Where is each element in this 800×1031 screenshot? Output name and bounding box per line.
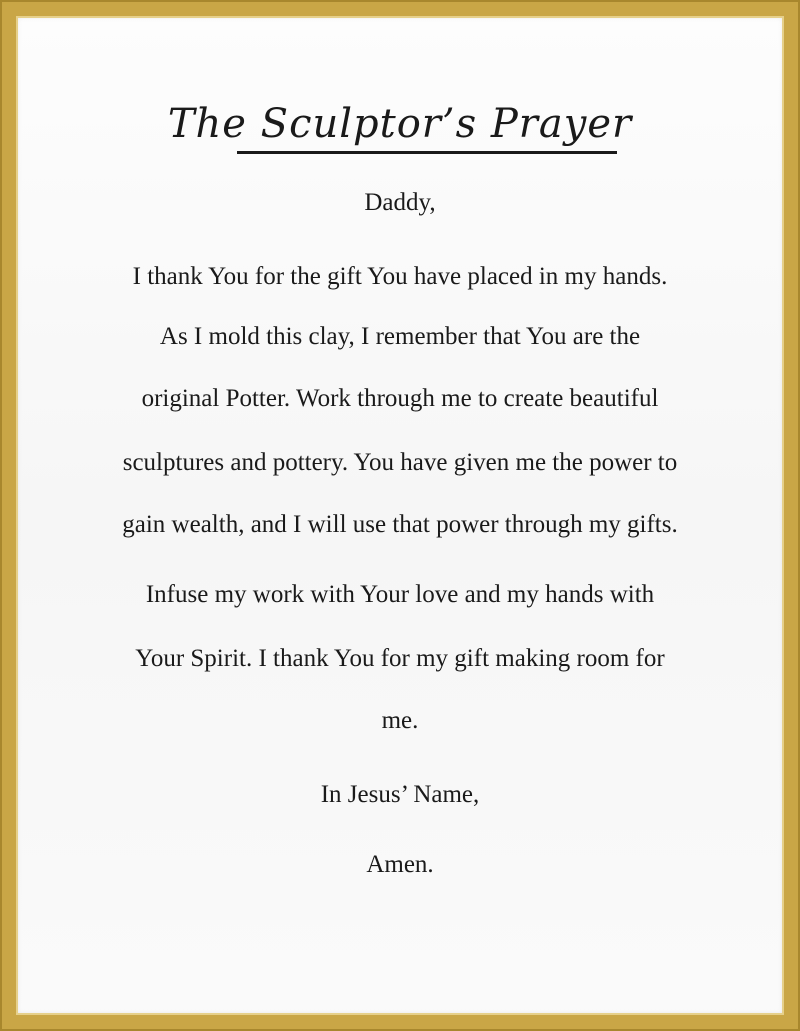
- body-line: As I mold this clay, I remember that You are the: [159, 323, 641, 350]
- page-title: The Sculptor’s Prayer: [167, 101, 633, 147]
- body-line: me.: [381, 707, 419, 734]
- closing: In Jesus’ Name,: [320, 781, 480, 808]
- body-line: I thank You for the gift You have placed in my hands.: [132, 263, 668, 290]
- body-line: Infuse my work with Your love and my hands with: [145, 581, 655, 608]
- signoff: Amen.: [366, 851, 434, 878]
- body-line: gain wealth, and I will use that power through my gifts.: [122, 511, 678, 538]
- body-line: original Potter. Work through me to create beautiful: [141, 385, 659, 412]
- title-underline: [237, 151, 617, 154]
- salutation: Daddy,: [364, 189, 436, 216]
- body-line: sculptures and pottery. You have given me the power to: [122, 449, 678, 476]
- body-line: Your Spirit. I thank You for my gift making room for: [135, 645, 665, 672]
